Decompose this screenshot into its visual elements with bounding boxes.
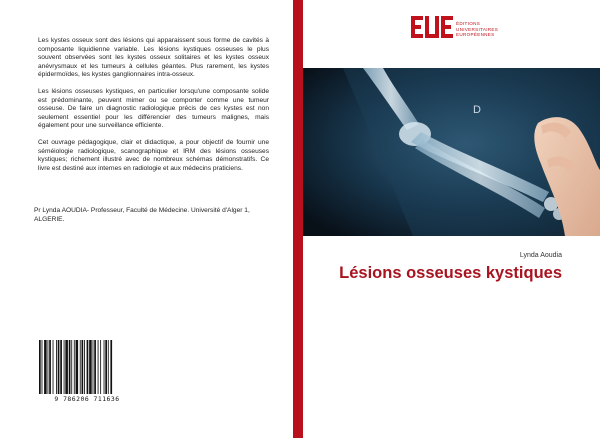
svg-text:D: D <box>473 104 481 116</box>
publisher-name-line: ÉDITIONS <box>456 21 481 26</box>
back-cover <box>0 0 293 438</box>
author-name: Lynda Aoudia <box>519 252 562 259</box>
barcode-bar <box>84 340 85 394</box>
barcode-bar <box>60 340 62 394</box>
isbn-barcode <box>37 340 137 407</box>
barcode-bar <box>65 340 68 394</box>
barcode-bar <box>44 340 47 394</box>
publisher-name-line: UNIVERSITAIRES <box>456 26 499 32</box>
barcode-bar <box>105 340 107 394</box>
barcode-bar <box>74 340 75 394</box>
barcode-bar <box>71 340 72 394</box>
barcode-bar <box>39 340 41 394</box>
barcode-bar <box>98 340 99 394</box>
barcode-bar <box>53 340 54 394</box>
book-title: Lésions osseuses kystiques <box>339 264 562 282</box>
cover-xray-image <box>303 68 600 236</box>
barcode-bar <box>93 340 94 394</box>
barcode-bar <box>48 340 49 394</box>
barcode-bar <box>64 340 65 394</box>
barcode-bar <box>80 340 81 394</box>
barcode-bar <box>87 340 89 394</box>
barcode-bar <box>58 340 60 394</box>
barcode-bar <box>100 340 101 394</box>
barcode-bars <box>37 340 137 395</box>
barcode-bar <box>94 340 96 394</box>
blurb-paragraph: Les lésions osseuses kystiques, en particulier lorsqu'une composante solide est prédominante, peuvent mimer ou se comporter comme une tumeur osseuse. De faire un diagnostic radiologique précis de ces kystes est non seulement essentiel pour les différencier des tumeurs malignes, mais également pour une surveillance efficiente. <box>38 88 269 129</box>
back-cover-blurb <box>38 37 269 173</box>
blurb-paragraph: Les kystes osseux sont des lésions qui apparaissent sous forme de cavités à composante liquidienne variable. Les lésions kystiques osseuses le plus souvent observées sont les kystes osseux solitaires et les kystes osseux anévrysmaux et les tumeurs à cellules géantes. Plus rarement, les kystes épidermoïdes, les kystes ganglionnaires intra-osseux. <box>38 37 269 78</box>
barcode-bar <box>56 340 57 394</box>
barcode-digits: 9 786206 711636 <box>54 395 120 403</box>
blurb-paragraph: Cet ouvrage pédagogique, clair et didactique, a pour objectif de fournir une séméiologie radiologique, scanographique et IRM des lésions osseuses kystiques; richement illustré avec de nombreux schémas démonstratifs. Ce livre est destiné aux internes en radiologie et aux médecins praticiens. <box>38 139 269 172</box>
publisher-name-line: EUROPÉENNES <box>456 32 495 38</box>
spine <box>293 0 303 438</box>
publisher-name <box>456 21 498 38</box>
publisher-logo <box>411 14 521 50</box>
barcode-bar <box>76 340 79 394</box>
barcode-bar <box>104 340 105 394</box>
barcode-bar <box>89 340 92 394</box>
eue-logo-mark <box>411 14 453 40</box>
barcode-bar <box>108 340 109 394</box>
barcode-bar <box>49 340 51 394</box>
barcode-bar <box>69 340 71 394</box>
author-bio: Pr Lynda AOUDIA- Professeur, Faculté de Médecine. Université d'Alger 1, ALGERIE. <box>34 207 250 223</box>
barcode-bar <box>42 340 43 394</box>
barcode-bar <box>82 340 84 394</box>
xray-illustration <box>303 68 600 236</box>
barcode-bar <box>110 340 112 394</box>
